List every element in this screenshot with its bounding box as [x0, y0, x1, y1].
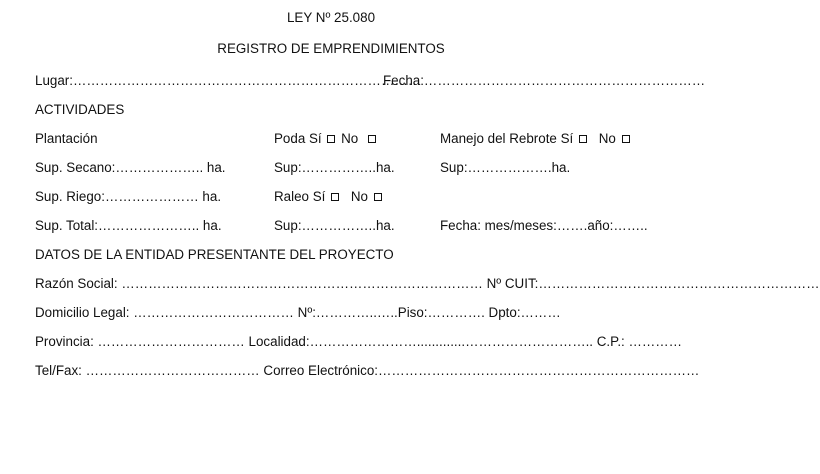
form-title: REGISTRO DE EMPRENDIMIENTOS [217, 41, 445, 56]
manejo-no-label: No [598, 131, 616, 146]
poda-no-label: No [341, 131, 359, 146]
law-title: LEY Nº 25.080 [286, 10, 376, 25]
manejo-row [440, 132, 632, 145]
lugar-field[interactable]: Lugar:…………………………………………………………………… [35, 73, 422, 88]
sup-riego-field[interactable]: Sup. Riego:………………… ha. [35, 189, 222, 204]
domicilio-field[interactable]: Domicilio Legal: ……………………………… Nº:…………..…..Piso:…………. Dpto:……… [35, 305, 561, 320]
poda-no-checkbox[interactable] [368, 135, 376, 143]
provincia-localidad-cp-field[interactable]: Provincia: …………………………… Localidad:…………………….............……………………….. C.P.: ………… [35, 334, 683, 349]
telfax-correo-field[interactable]: Tel/Fax: ………………………………… Correo Electrónico:……………………………………………………………… [35, 363, 700, 378]
sup-total-field[interactable]: Sup. Total:………………….. ha. [35, 218, 222, 233]
raleo-label: Raleo Sí [274, 189, 326, 204]
raleo-si-checkbox[interactable] [331, 193, 339, 201]
entidad-heading: DATOS DE LA ENTIDAD PRESENTANTE DEL PROYECTO [35, 247, 394, 262]
manejo-label: Manejo del Rebrote Sí [440, 131, 574, 146]
fecha-field[interactable]: Fecha:……………………………………………………… [383, 73, 706, 88]
razon-social-cuit-field[interactable]: Razón Social: ……………………………………………………………………… Nº CUIT:……………………………………………………… [35, 276, 820, 291]
sup-secano-field[interactable]: Sup. Secano:……………….. ha. [35, 160, 226, 175]
raleo-no-label: No [350, 189, 368, 204]
poda-sup-field[interactable]: Sup:……………..ha. [274, 160, 395, 175]
plantacion-label: Plantación [35, 131, 98, 146]
manejo-si-checkbox[interactable] [579, 135, 587, 143]
fecha-mes-field[interactable]: Fecha: mes/meses:…….año:…….. [440, 218, 648, 233]
raleo-row [274, 190, 384, 203]
poda-si-checkbox[interactable] [327, 135, 335, 143]
raleo-sup-field[interactable]: Sup:……………..ha. [274, 218, 395, 233]
manejo-sup-field[interactable]: Sup:……………….ha. [440, 160, 571, 175]
poda-row [274, 132, 378, 145]
poda-label: Poda Sí [274, 131, 322, 146]
raleo-no-checkbox[interactable] [374, 193, 382, 201]
manejo-no-checkbox[interactable] [622, 135, 630, 143]
actividades-heading: ACTIVIDADES [35, 102, 125, 117]
